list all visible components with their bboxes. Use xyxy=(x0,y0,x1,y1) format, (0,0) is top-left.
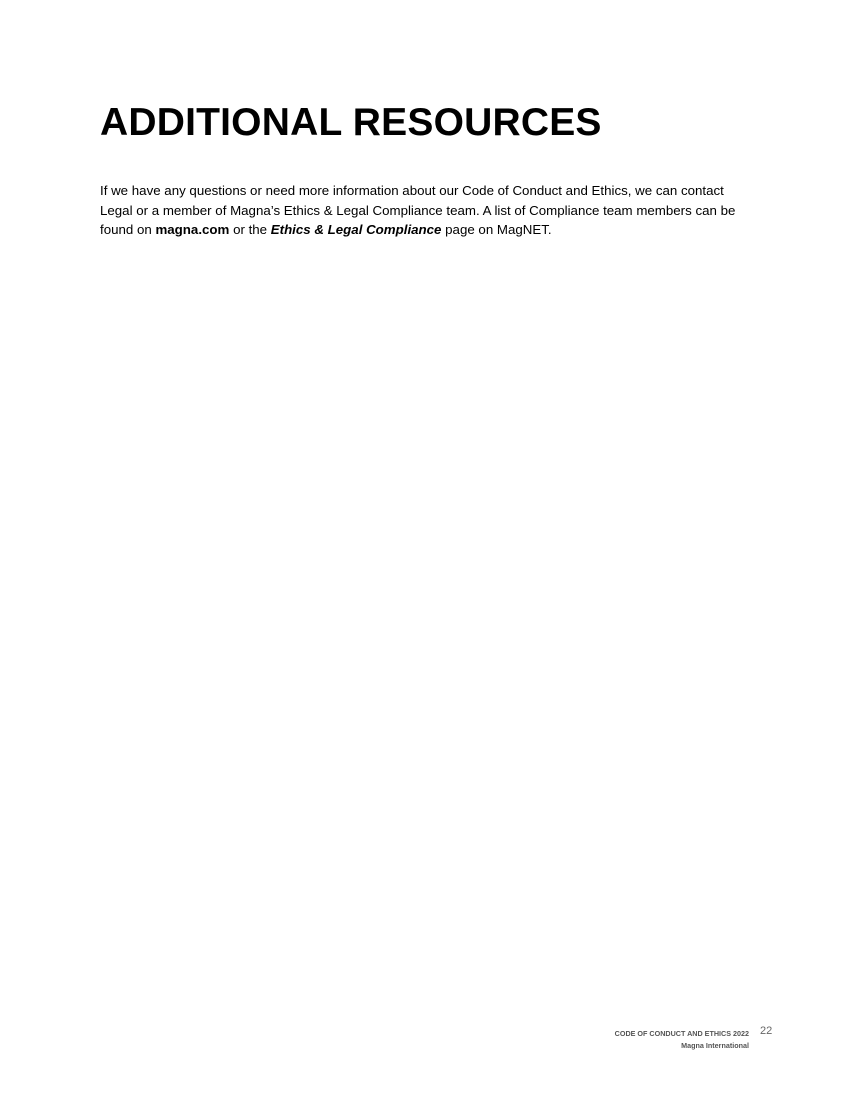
footer-document-title: CODE OF CONDUCT AND ETHICS 2022 xyxy=(614,1029,749,1038)
paragraph-text-end: page on MagNET. xyxy=(441,222,552,237)
ethics-legal-compliance-reference: Ethics & Legal Compliance xyxy=(270,222,442,237)
footer xyxy=(615,1028,749,1052)
paragraph-text-connector: or the xyxy=(229,222,271,237)
paragraph-text-intro: If we have any questions or need more information about our Code of Conduct and Ethics, we can contact Legal or a member of Magna’s Ethics & Legal Compliance team. A list of Compliance team members can be found on xyxy=(100,183,736,237)
page-number: 22 xyxy=(760,1025,773,1037)
resources-paragraph xyxy=(100,181,740,240)
page-title: ADDITIONAL RESOURCES xyxy=(100,101,602,144)
magna-com-reference: magna.com xyxy=(155,222,230,237)
footer-company: Magna International xyxy=(681,1041,749,1050)
